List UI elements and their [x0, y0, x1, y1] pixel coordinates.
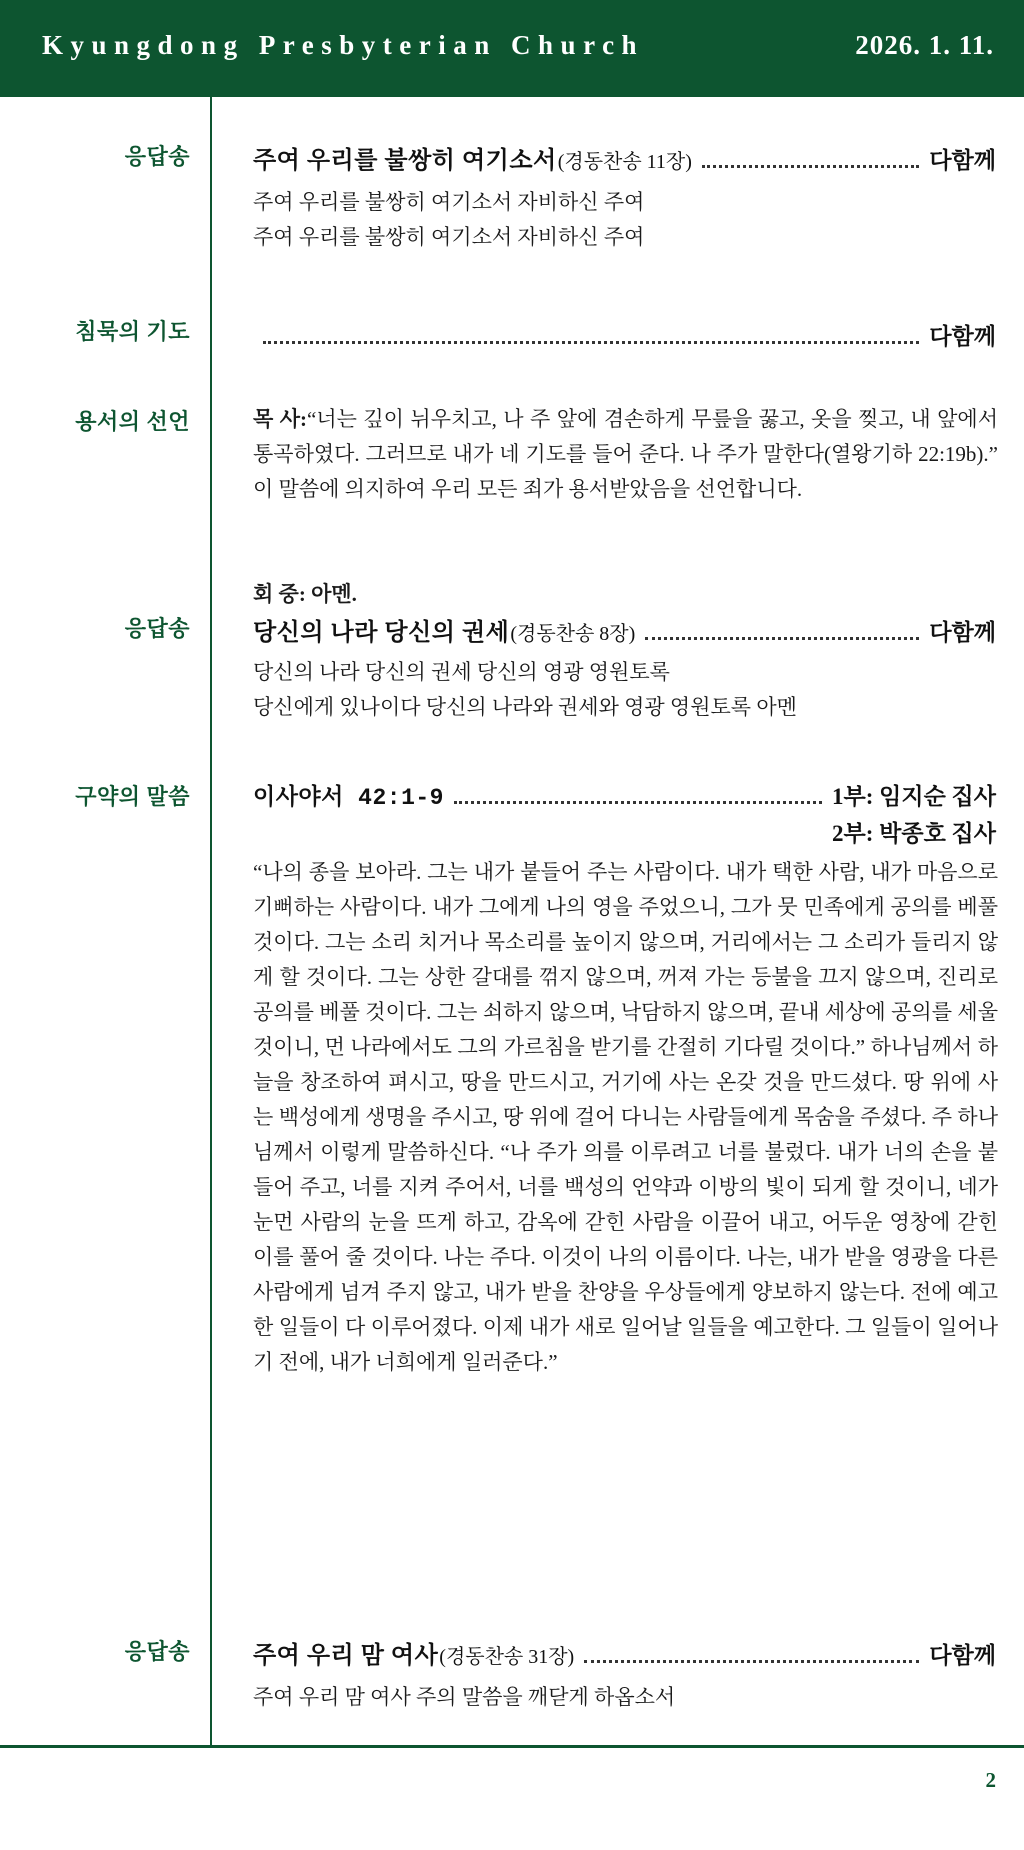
section-title-response-song-1: [253, 140, 996, 175]
section-label-old-testament: 구약의 말씀: [75, 784, 190, 809]
song-hymn-number-2: (경동찬송 8장): [510, 623, 636, 645]
response-song-1-lyric-2: 주여 우리를 불쌍히 여기소서 자비하신 주여: [253, 225, 645, 249]
song-participants-3: 다함께: [929, 1643, 996, 1668]
congregation-response-text: 아멘.: [311, 582, 357, 606]
declaration-pastor-block: [253, 402, 998, 507]
section-label-response-song-2: 응답송: [124, 616, 190, 641]
leader-dots-3: [454, 801, 822, 804]
response-song-2-lyric-2: 당신에게 있나이다 당신의 나라와 권세와 영광 영원토록 아멘: [253, 695, 797, 719]
footer-divider: [0, 1745, 1024, 1748]
silent-prayer-dots: [263, 341, 919, 344]
section-title-response-song-3: [253, 1635, 996, 1670]
declaration-text: “너는 깊이 뉘우치고, 나 주 앞에 겸손하게 무릎을 꿇고, 옷을 찢고, 내 앞에서 통곡하였다. 그러므로 내가 네 기도를 들어 준다. 나 주가 말한다(열왕기하 22:19b).” 이 말씀에 의지하여 우리 모든 죄가 용서받았음을 선언합니다.: [253, 407, 998, 501]
song-title: 주여 우리를 불쌍히 여기소서: [253, 148, 557, 174]
section-label-response-song-1: 응답송: [124, 144, 190, 169]
column-divider: [210, 97, 212, 1747]
song-hymn-number: (경동찬송 11장): [557, 151, 692, 173]
leader-dots: [702, 165, 919, 168]
song-participants: 다함께: [929, 148, 996, 173]
leader-dots-2: [645, 637, 919, 640]
response-song-1-lyric-1: 주여 우리를 불쌍히 여기소서 자비하신 주여: [253, 190, 645, 214]
silent-prayer-participants: 다함께: [929, 324, 996, 349]
church-name: Kyungdong Presbyterian Church: [42, 30, 645, 60]
section-title-response-song-2: [253, 612, 996, 647]
song-title-3: 주여 우리 맘 여사: [253, 1643, 439, 1669]
song-hymn-number-3: (경동찬송 31장): [439, 1646, 575, 1668]
page-header: [0, 0, 1024, 97]
scripture-reference: 이사야서 42:1-9: [253, 785, 444, 811]
section-label-declaration-of-forgiveness: 용서의 선언: [75, 409, 190, 434]
bulletin-date: 2026. 1. 11.: [855, 30, 994, 60]
page-number: 2: [985, 1768, 996, 1792]
section-label-silent-prayer: 침묵의 기도: [75, 319, 190, 344]
pastor-speaker-label: 목 사:: [253, 407, 308, 431]
leader-dots-4: [584, 1660, 919, 1663]
response-song-3-lyric-1: 주여 우리 맘 여사 주의 말씀을 깨닫게 하옵소서: [253, 1685, 676, 1709]
old-testament-scripture-text: “나의 종을 보아라. 그는 내가 붙들어 주는 사람이다. 내가 택한 사람, 내가 마음으로 기뻐하는 사람이다. 내가 그에게 나의 영을 주었으니, 그가 뭇 민족에게 공의를 베풀 것이다. 그는 소리 치거나 목소리를 높이지 않으며, 거리에서는 그 소리가 들리지 않게 할 것이다. 그는 상한 갈대를 꺾지 않으며, 꺼져 가는 등불을 끄지 않으며, 진리로 공의를 베풀 것이다. 그는 쇠하지 않으며, 낙담하지 않으며, 끝내 세상에 공의를 세울 것이니, 먼 나라에서도 그의 가르침을 받기를 간절히 기다릴 것이다.” 하나님께서 하늘을 창조하여 펴시고, 땅을 만드시고, 거기에 사는 온갖 것을 만드셨다. 땅 위에 사는 백성에게 생명을 주시고, 땅 위에 걸어 다니는 사람들에게 목숨을 주셨다. 주 하나님께서 이렇게 말씀하신다. “나 주가 의를 이루려고 너를 불렀다. 내가 너의 손을 붙들어 주고, 너를 지켜 주어서, 너를 백성의 언약과 이방의 빛이 되게 할 것이니, 네가 눈먼 사람의 눈을 뜨게 하고, 감옥에 갇힌 사람을 이끌어 내고, 어두운 영창에 갇힌 이를 풀어 줄 것이다. 나는 주다. 이것이 나의 이름이다. 나는, 내가 받을 영광을 다른 사람에게 넘겨 주지 않고, 내가 받을 찬양을 우상들에게 양보하지 않는다. 전에 예고한 일들이 다 이루어졌다. 이제 내가 새로 일어날 일들을 예고한다. 그 일들이 일어나기 전에, 내가 너희에게 일러준다.”: [253, 860, 998, 1374]
reader-part-2: 2부: 박종호 집사: [832, 821, 996, 846]
reader-part-1: 1부: 임지순 집사: [832, 784, 996, 809]
song-participants-2: 다함께: [929, 620, 996, 645]
declaration-congregation-block: [253, 577, 998, 612]
section-title-silent-prayer: [253, 318, 996, 351]
response-song-2-lyric-1: 당신의 나라 당신의 권세 당신의 영광 영원토록: [253, 660, 670, 684]
section-label-response-song-3: 응답송: [124, 1639, 190, 1664]
section-title-old-testament: [253, 778, 996, 811]
congregation-speaker-label: 회 중:: [253, 582, 306, 606]
song-title-2: 당신의 나라 당신의 권세: [253, 620, 510, 646]
